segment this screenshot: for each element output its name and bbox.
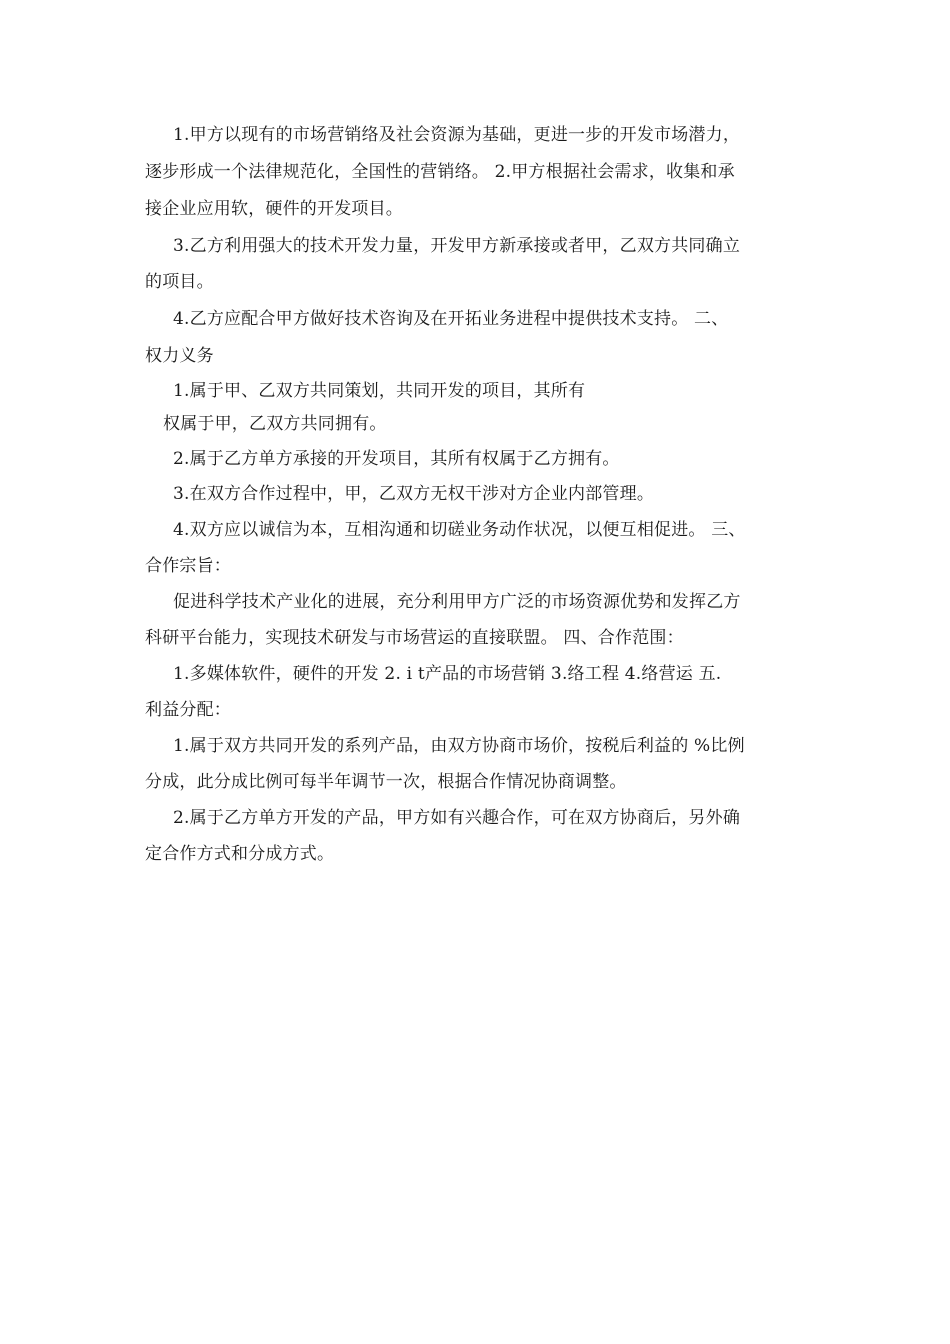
text-line: 逐步形成一个法律规范化，全国性的营销络。 2.甲方根据社会需求，收集和承 [145,162,735,182]
text-line: 接企业应用软，硬件的开发项目。 [145,199,403,219]
text-line: 3.乙方利用强大的技术开发力量，开发甲方新承接或者甲，乙双方共同确立 [173,236,741,256]
text-line: 定合作方式和分成方式。 [145,844,335,864]
text-line: 4.双方应以诚信为本，互相沟通和切磋业务动作状况，以便互相促进。 三、 [173,520,746,540]
text-line: 权属于甲，乙双方共同拥有。 [163,414,387,434]
text-line: 的项目。 [145,272,214,292]
text-line: 促进科学技术产业化的进展，充分利用甲方广泛的市场资源优势和发挥乙方 [173,592,741,612]
text-line: 4.乙方应配合甲方做好技术咨询及在开拓业务进程中提供技术支持。 二、 [173,309,729,329]
text-line: 分成，此分成比例可每半年调节一次，根据合作情况协商调整。 [145,772,627,792]
text-line: 1.属于双方共同开发的系列产品，由双方协商市场价，按税后利益的 %比例 [173,736,745,756]
text-line: 利益分配： [145,700,231,720]
text-line: 合作宗旨： [145,556,231,576]
text-line: 2.属于乙方单方承接的开发项目，其所有权属于乙方拥有。 [173,449,620,469]
text-line: 1.多媒体软件，硬件的开发 2. i t产品的市场营销 3.络工程 4.络营运 五. [173,664,722,684]
text-line: 1.甲方以现有的市场营销络及社会资源为基础，更进一步的开发市场潜力， [173,125,741,145]
text-line: 3.在双方合作过程中，甲，乙双方无权干涉对方企业内部管理。 [173,484,655,504]
text-line: 1.属于甲、乙双方共同策划，共同开发的项目，其所有 [173,381,586,401]
text-line: 2.属于乙方单方开发的产品，甲方如有兴趣合作，可在双方协商后，另外确 [173,808,741,828]
text-line: 科研平台能力，实现技术研发与市场营运的直接联盟。 四、合作范围： [145,628,684,648]
text-line: 权力义务 [145,346,214,366]
